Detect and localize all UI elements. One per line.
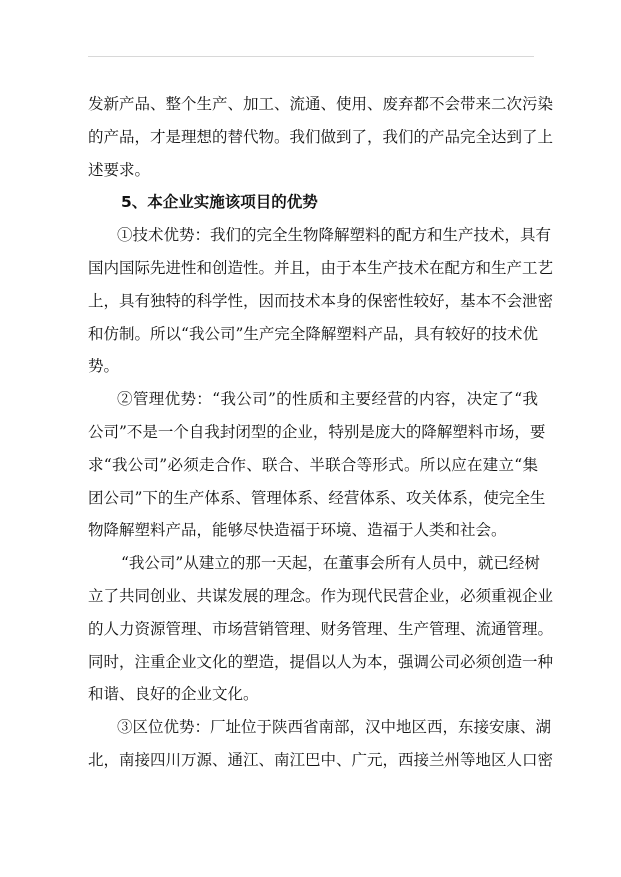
text-line: 发新产品、整个生产、加工、流通、使用、废弃都不会带来二次污染: [88, 95, 554, 113]
document-body: [88, 88, 554, 777]
text-line: 物降解塑料产品，能够尽快造福于环境、造福于人类和社会。: [88, 521, 507, 540]
text-line: 北，南接四川万源、通江、南江巴中、广元，西接兰州等地区人口密: [88, 750, 554, 769]
paragraph-1: [88, 88, 554, 186]
paragraph-technology-advantage: [88, 219, 554, 383]
header-rule: [88, 56, 534, 57]
text-line: 的人力资源管理、市场营销管理、财务管理、生产管理、流通管理。: [88, 619, 554, 638]
text-line: ③区位优势：厂址位于陕西省南部，汉中地区西，东接安康、湖: [117, 718, 552, 737]
text-line: 同时，注重企业文化的塑造，提倡以人为本，强调公司必须创造一种: [88, 652, 554, 671]
text-line: “我公司”从建立的那一天起，在董事会所有人员中，就已经树: [121, 554, 540, 573]
text-line: 和谐、良好的企业文化。: [88, 685, 259, 704]
text-line: 国内国际先进性和创造性。并且，由于本生产技术在配方和生产工艺: [88, 258, 554, 277]
text-line: 立了共同创业、共谋发展的理念。作为现代民营企业，必须重视企业: [88, 586, 554, 605]
paragraph-company-culture: [88, 547, 554, 711]
text-line: 的产品，才是理想的替代物。我们做到了，我们的产品完全达到了上: [88, 127, 554, 146]
text-line: 求“我公司”必须走合作、联合、半联合等形式。所以应在建立“集: [88, 455, 538, 474]
text-line: ①技术优势：我们的完全生物降解塑料的配方和生产技术，具有: [117, 226, 552, 245]
text-line: 和仿制。所以“我公司”生产完全降解塑料产品，具有较好的技术优: [88, 324, 538, 343]
text-line: 述要求。: [88, 160, 151, 179]
text-line: ②管理优势：“我公司”的性质和主要经营的内容，决定了“我: [117, 390, 538, 409]
section-heading: 5、本企业实施该项目的优势: [121, 193, 318, 212]
text-line: 团公司”下的生产体系、管理体系、经营体系、攻关体系，使完全生: [88, 488, 546, 507]
text-line: 上，具有独特的科学性，因而技术本身的保密性较好，基本不会泄密: [88, 291, 554, 310]
text-line: 势。: [88, 357, 120, 376]
paragraph-location-advantage: [88, 711, 554, 777]
text-line: 公司”不是一个自我封闭型的企业，特别是庞大的降解塑料市场，要: [88, 422, 546, 441]
paragraph-management-advantage: [88, 383, 546, 547]
